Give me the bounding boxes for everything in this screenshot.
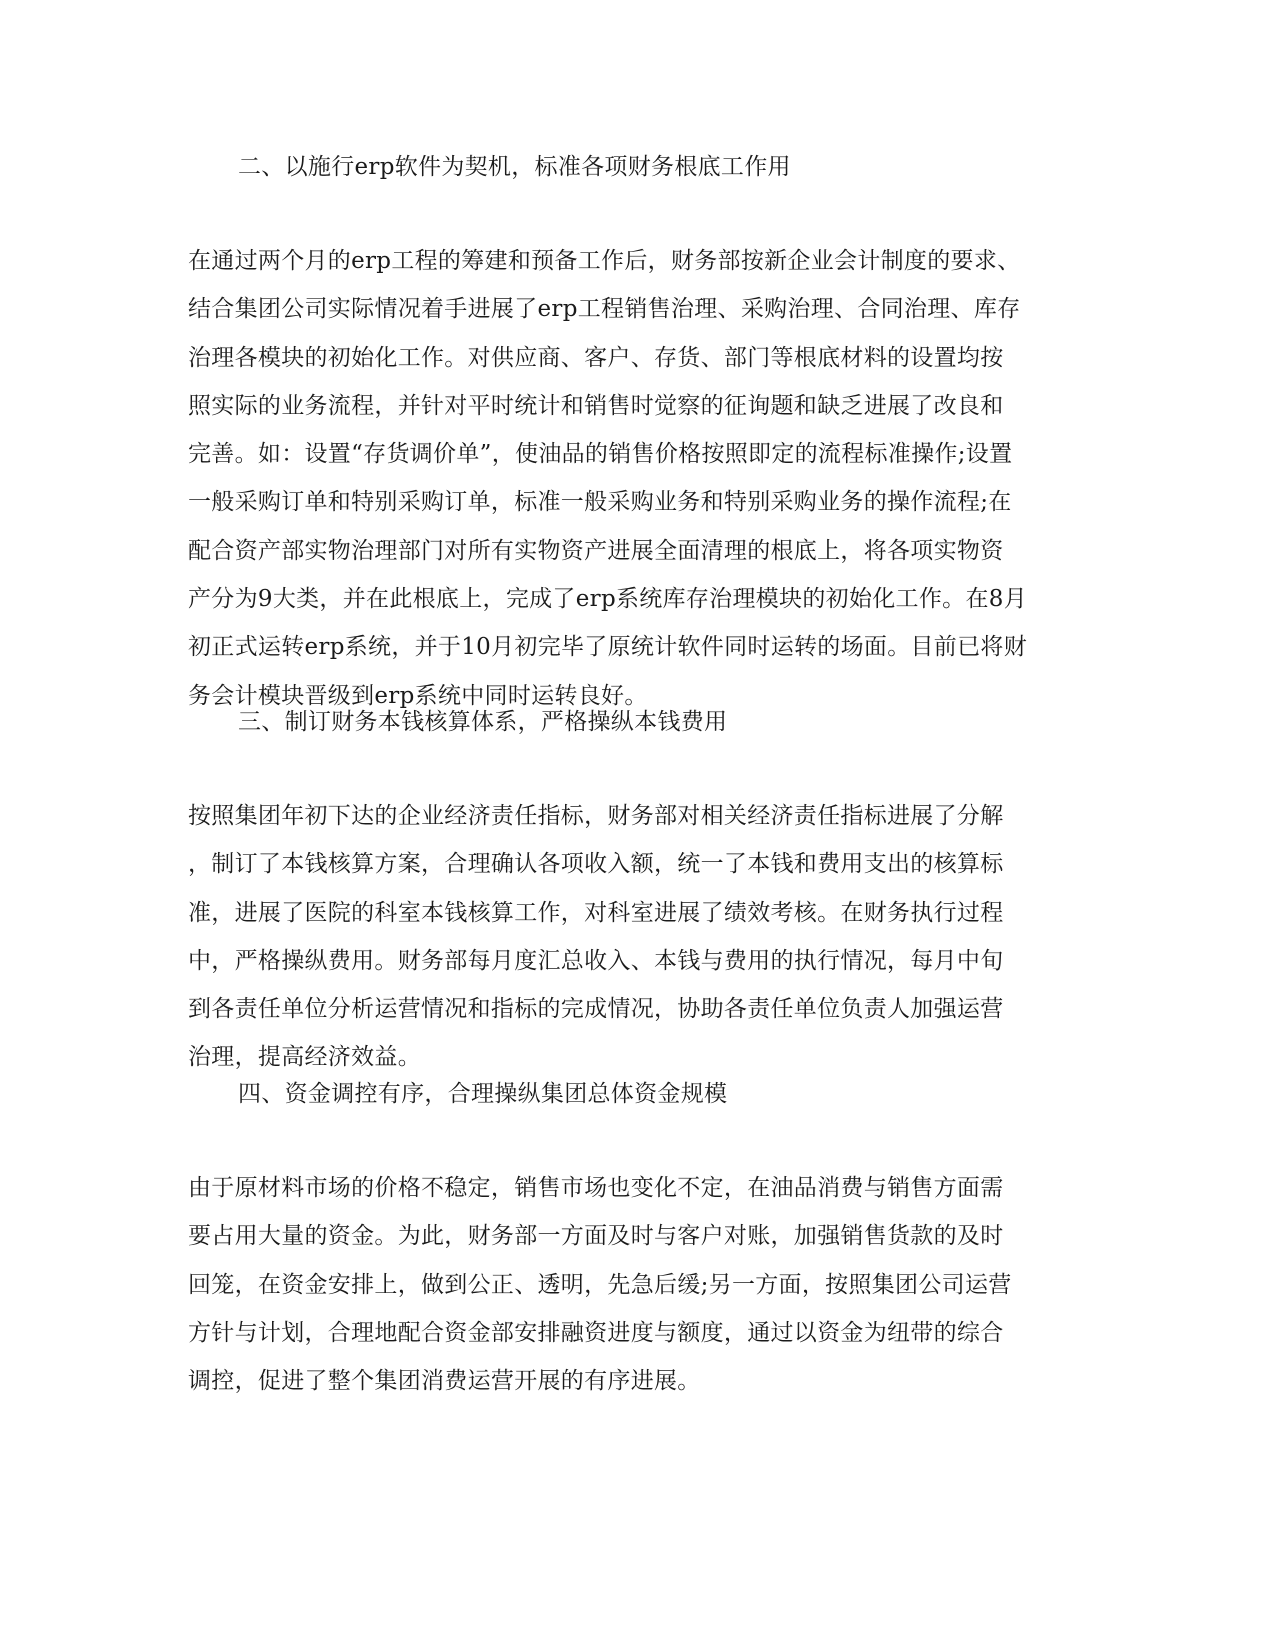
heading-text: 二、以施行erp软件为契机，标准各项财务根底工作用	[238, 154, 791, 180]
body-line: 由于原材料市场的价格不稳定，销售市场也变化不定，在油品消费与销售方面需	[188, 1175, 1004, 1201]
section-heading-3	[238, 698, 727, 746]
body-line: 按照集团年初下达的企业经济责任指标，财务部对相关经济责任指标进展了分解	[188, 803, 1004, 829]
body-line: 初正式运转erp系统，并于10月初完毕了原统计软件同时运转的场面。目前已将财	[188, 634, 1027, 661]
body-line: 在通过两个月的erp工程的筹建和预备工作后，财务部按新企业会计制度的要求、	[188, 248, 1021, 274]
body-line: 产分为9大类，并在此根底上，完成了erp系统库存治理模块的初始化工作。在8月	[188, 586, 1027, 613]
body-line: 调控，促进了整个集团消费运营开展的有序进展。	[188, 1368, 701, 1395]
body-line: 治理各模块的初始化工作。对供应商、客户、存货、部门等根底材料的设置均按	[188, 344, 1004, 371]
body-line: 到各责任单位分析运营情况和指标的完成情况，协助各责任单位负责人加强运营	[188, 996, 1004, 1023]
body-line: 中，严格操纵费用。财务部每月度汇总收入、本钱与费用的执行情况，每月中旬	[188, 947, 1004, 974]
section-body-4	[188, 1164, 1068, 1405]
body-line: 准，进展了医院的科室本钱核算工作，对科室进展了绩效考核。在财务执行过程	[188, 899, 1004, 926]
body-line: 照实际的业务流程，并针对平时统计和销售时觉察的征询题和缺乏进展了改良和	[188, 392, 1004, 419]
body-line: 要占用大量的资金。为此，财务部一方面及时与客户对账，加强销售货款的及时	[188, 1223, 1004, 1250]
body-line: 结合集团公司实际情况着手进展了erp工程销售治理、采购治理、合同治理、库存	[188, 296, 1021, 323]
body-line: 一般采购订单和特别采购订单，标准一般采购业务和特别采购业务的操作流程;在	[188, 489, 1012, 516]
body-line: 务会计模块晋级到erp系统中同时运转良好。	[188, 682, 648, 709]
body-line: 方针与计划，合理地配合资金部安排融资进度与额度，通过以资金为纽带的综合	[188, 1319, 1004, 1346]
heading-text: 三、制订财务本钱核算体系，严格操纵本钱费用	[238, 709, 728, 735]
section-body-3	[188, 792, 1068, 1082]
heading-text: 四、资金调控有序，合理操纵集团总体资金规模	[238, 1081, 728, 1107]
body-line: 回笼，在资金安排上，做到公正、透明，先急后缓;另一方面，按照集团公司运营	[188, 1271, 1012, 1298]
body-line: 配合资产部实物治理部门对所有实物资产进展全面清理的根底上，将各项实物资	[188, 537, 1004, 564]
body-line: 治理，提高经济效益。	[188, 1044, 421, 1071]
section-heading-4	[238, 1070, 727, 1118]
body-line: 完善。如：设置“存货调价单”，使油品的销售价格按照即定的流程标准操作;设置	[188, 441, 1013, 468]
section-heading-2	[238, 143, 791, 191]
body-line: ，制订了本钱核算方案，合理确认各项收入额，统一了本钱和费用支出的核算标	[188, 851, 1004, 878]
section-body-2	[188, 237, 1068, 720]
